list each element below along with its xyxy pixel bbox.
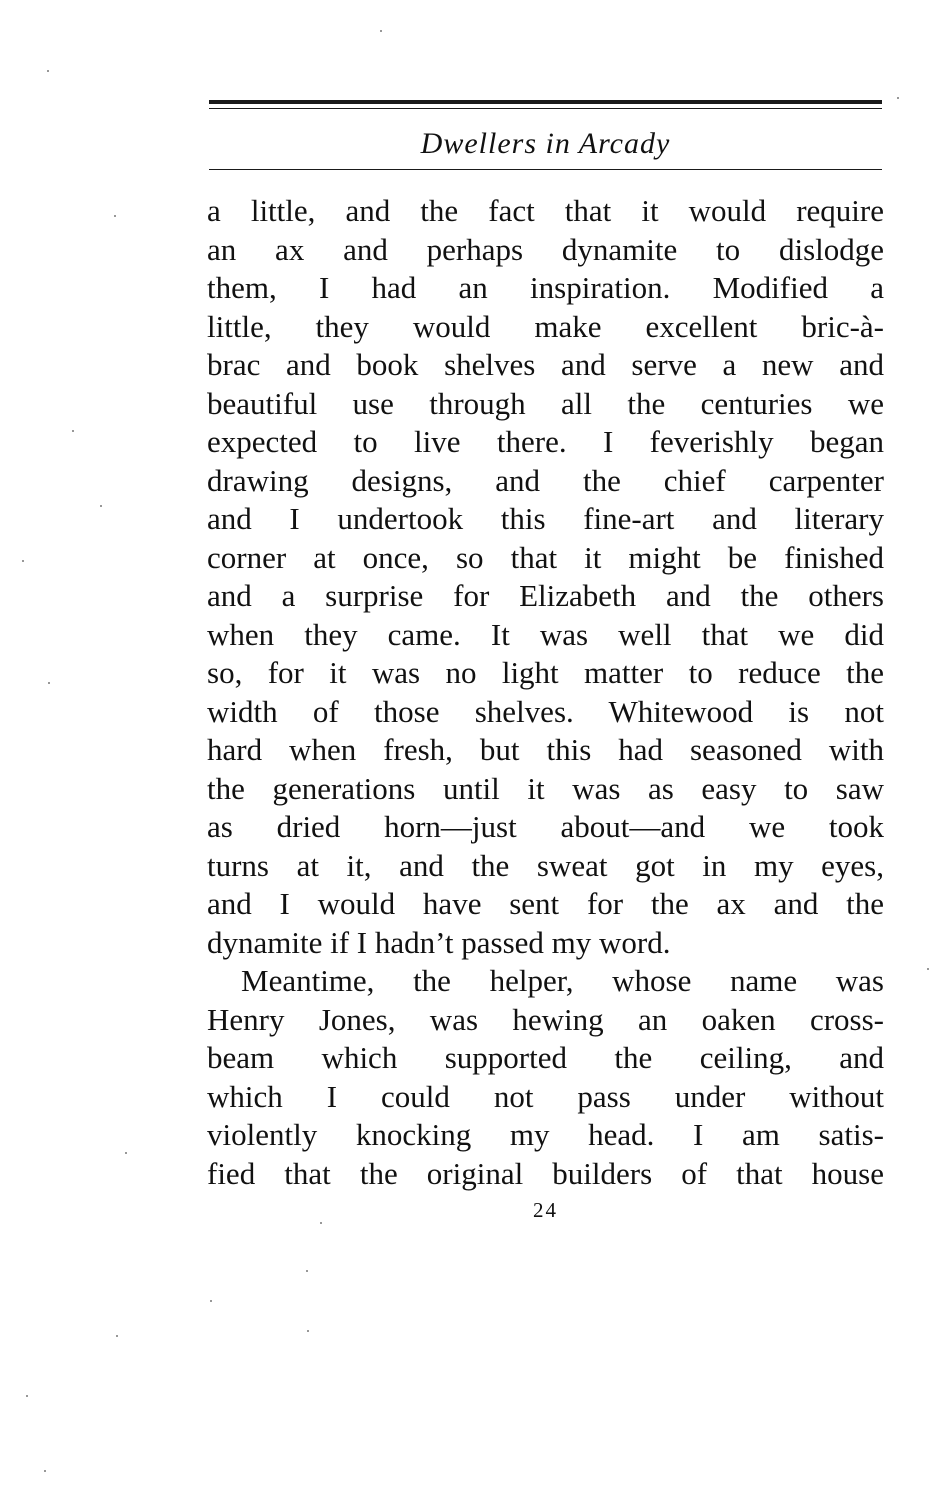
paper-speck	[307, 1330, 309, 1332]
text-line: the generations until it was as easy to saw	[207, 770, 884, 806]
text-line: and a surprise for Elizabeth and the others	[207, 578, 884, 613]
header-rule-thick	[209, 100, 882, 104]
page-number: 24	[533, 1198, 558, 1222]
text-line: width of those shelves. Whitewood is not	[207, 693, 884, 729]
text-line: violently knocking my head. I am satis-	[207, 1117, 884, 1152]
paper-speck	[210, 1300, 212, 1302]
paper-speck	[26, 1395, 28, 1397]
text-line-paragraph-start: Meantime, the helper, whose name was	[241, 963, 884, 998]
paper-speck	[927, 968, 929, 970]
paper-speck	[100, 505, 102, 507]
text-line: so, for it was no light matter to reduce the	[207, 655, 884, 690]
text-line: them, I had an inspiration. Modified a	[207, 270, 884, 305]
paper-speck	[897, 97, 899, 99]
paper-speck	[114, 215, 116, 217]
paper-speck	[306, 1270, 308, 1272]
text-line: little, they would make excellent bric-à-	[207, 308, 884, 344]
text-line: turns at it, and the sweat got in my eyes,	[207, 847, 884, 883]
text-line: corner at once, so that it might be finished	[207, 539, 884, 575]
text-line: an ax and perhaps dynamite to dislodge	[207, 231, 884, 267]
header-underline-rule	[209, 169, 882, 170]
paper-speck	[72, 430, 74, 432]
text-line: which I could not pass under without	[207, 1078, 884, 1114]
paper-speck	[22, 560, 24, 562]
paper-speck	[48, 682, 50, 684]
text-line: fied that the original builders of that house	[207, 1155, 884, 1191]
paper-speck	[116, 1335, 118, 1337]
text-line: beautiful use through all the centuries we	[207, 385, 884, 421]
text-line: drawing designs, and the chief carpenter	[207, 462, 884, 498]
text-line: when they came. It was well that we did	[207, 616, 884, 652]
paper-speck	[320, 1222, 322, 1224]
body-text	[207, 192, 884, 1193]
text-line-paragraph-end: dynamite if I hadn’t passed my word.	[207, 924, 671, 960]
text-line: hard when fresh, but this had seasoned with	[207, 732, 884, 767]
paper-speck	[125, 1152, 127, 1154]
running-title: Dwellers in Arcady	[420, 127, 671, 160]
text-line: expected to live there. I feverishly began	[207, 424, 884, 459]
text-line: brac and book shelves and serve a new and	[207, 347, 884, 382]
text-line: Henry Jones, was hewing an oaken cross-	[207, 1001, 884, 1037]
text-line: a little, and the fact that it would require	[207, 193, 884, 228]
header-rule-thin	[209, 108, 882, 109]
text-line: and I would have sent for the ax and the	[207, 886, 884, 921]
paper-speck	[44, 1470, 46, 1472]
paper-speck	[380, 30, 382, 32]
text-line: as dried horn—just about—and we took	[207, 809, 884, 844]
text-line: beam which supported the ceiling, and	[207, 1040, 884, 1075]
text-line: and I undertook this fine-art and literary	[207, 501, 884, 536]
paper-speck	[47, 70, 49, 72]
